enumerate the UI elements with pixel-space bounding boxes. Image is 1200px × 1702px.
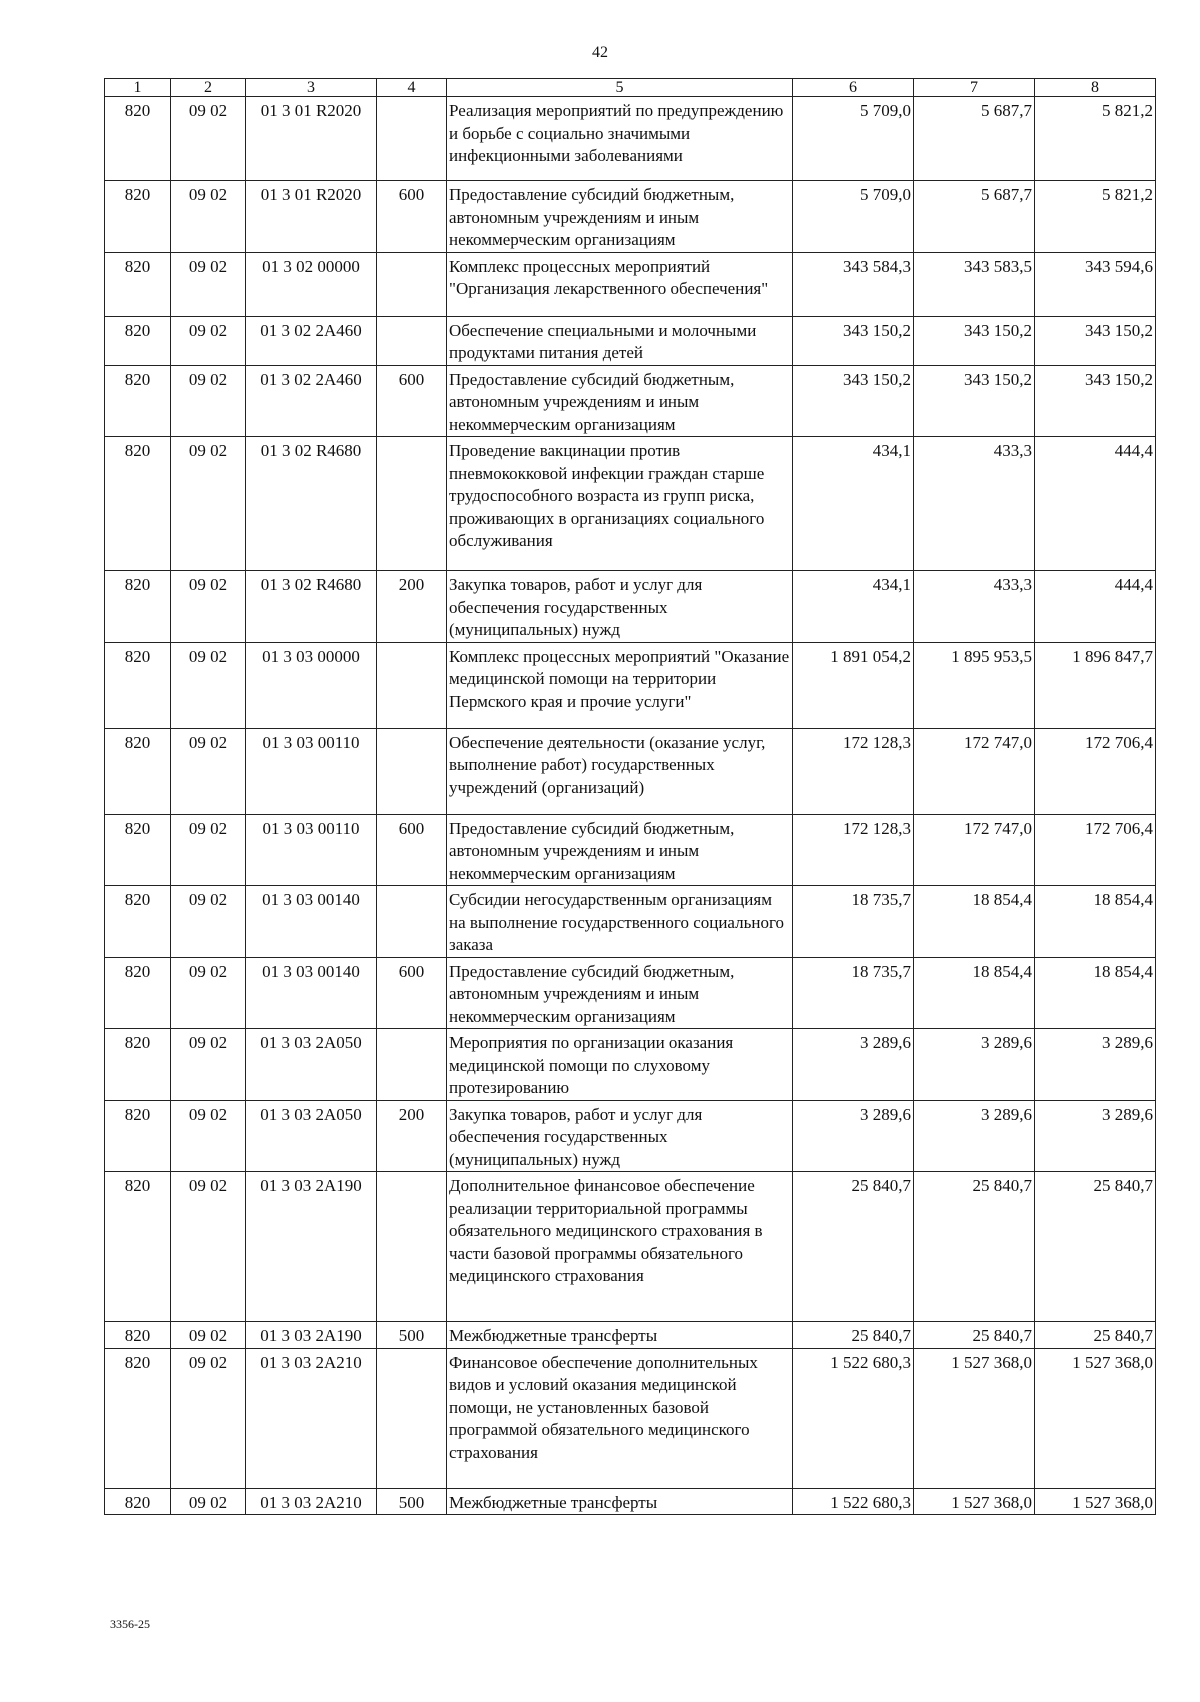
cell-section: 09 02 xyxy=(171,97,246,181)
table-row xyxy=(105,1100,1156,1172)
cell-admin-code: 820 xyxy=(105,1100,171,1172)
cell-amount-year-1: 1 522 680,3 xyxy=(793,1488,914,1515)
cell-admin-code: 820 xyxy=(105,97,171,181)
cell-target-article: 01 3 02 00000 xyxy=(246,252,377,316)
cell-description: Реализация мероприятий по предупреждению и борьбе с социально значимыми инфекционными заболеваниями xyxy=(447,97,793,181)
cell-description: Предоставление субсидий бюджетным, автономным учреждениям и иным некоммерческим организациям xyxy=(447,365,793,437)
cell-admin-code: 820 xyxy=(105,1029,171,1101)
column-header: 8 xyxy=(1035,79,1156,97)
cell-admin-code: 820 xyxy=(105,728,171,814)
cell-amount-year-3: 18 854,4 xyxy=(1035,886,1156,958)
cell-target-article: 01 3 02 R4680 xyxy=(246,571,377,643)
cell-expense-type: 600 xyxy=(377,814,447,886)
table-row xyxy=(105,957,1156,1029)
cell-amount-year-3: 5 821,2 xyxy=(1035,181,1156,253)
cell-description: Комплекс процессных мероприятий "Оказание медицинской помощи на территории Пермского края и прочие услуги" xyxy=(447,642,793,728)
column-header: 5 xyxy=(447,79,793,97)
cell-target-article: 01 3 03 00110 xyxy=(246,728,377,814)
cell-amount-year-1: 343 150,2 xyxy=(793,316,914,365)
cell-amount-year-1: 1 522 680,3 xyxy=(793,1348,914,1488)
cell-section: 09 02 xyxy=(171,437,246,571)
cell-amount-year-2: 172 747,0 xyxy=(914,728,1035,814)
cell-admin-code: 820 xyxy=(105,1172,171,1322)
cell-description: Предоставление субсидий бюджетным, автономным учреждениям и иным некоммерческим организациям xyxy=(447,957,793,1029)
cell-admin-code: 820 xyxy=(105,181,171,253)
cell-amount-year-3: 343 150,2 xyxy=(1035,365,1156,437)
cell-admin-code: 820 xyxy=(105,437,171,571)
cell-amount-year-2: 5 687,7 xyxy=(914,97,1035,181)
table-row xyxy=(105,571,1156,643)
cell-description: Предоставление субсидий бюджетным, автономным учреждениям и иным некоммерческим организациям xyxy=(447,181,793,253)
cell-amount-year-3: 3 289,6 xyxy=(1035,1100,1156,1172)
cell-description: Дополнительное финансовое обеспечение реализации территориальной программы обязательного медицинского страхования в части базовой программы обязательного медицинского страхования xyxy=(447,1172,793,1322)
cell-description: Обеспечение деятельности (оказание услуг, выполнение работ) государственных учреждений (организаций) xyxy=(447,728,793,814)
table-row xyxy=(105,252,1156,316)
cell-amount-year-1: 25 840,7 xyxy=(793,1172,914,1322)
cell-amount-year-2: 343 150,2 xyxy=(914,365,1035,437)
cell-target-article: 01 3 03 00140 xyxy=(246,957,377,1029)
cell-section: 09 02 xyxy=(171,181,246,253)
cell-amount-year-3: 3 289,6 xyxy=(1035,1029,1156,1101)
cell-section: 09 02 xyxy=(171,365,246,437)
cell-amount-year-2: 25 840,7 xyxy=(914,1172,1035,1322)
table-row xyxy=(105,1029,1156,1101)
cell-target-article: 01 3 03 00000 xyxy=(246,642,377,728)
table-row xyxy=(105,814,1156,886)
budget-table xyxy=(104,78,1156,1515)
cell-amount-year-3: 5 821,2 xyxy=(1035,97,1156,181)
cell-expense-type xyxy=(377,1172,447,1322)
cell-amount-year-1: 18 735,7 xyxy=(793,886,914,958)
cell-section: 09 02 xyxy=(171,316,246,365)
cell-expense-type xyxy=(377,1029,447,1101)
cell-target-article: 01 3 01 R2020 xyxy=(246,181,377,253)
cell-section: 09 02 xyxy=(171,571,246,643)
column-header: 3 xyxy=(246,79,377,97)
cell-admin-code: 820 xyxy=(105,1488,171,1515)
cell-amount-year-2: 343 150,2 xyxy=(914,316,1035,365)
cell-amount-year-2: 172 747,0 xyxy=(914,814,1035,886)
cell-target-article: 01 3 02 2А460 xyxy=(246,365,377,437)
cell-section: 09 02 xyxy=(171,1172,246,1322)
cell-target-article: 01 3 02 2А460 xyxy=(246,316,377,365)
cell-admin-code: 820 xyxy=(105,571,171,643)
cell-section: 09 02 xyxy=(171,728,246,814)
cell-amount-year-3: 172 706,4 xyxy=(1035,814,1156,886)
table-row xyxy=(105,642,1156,728)
cell-description: Комплекс процессных мероприятий "Организация лекарственного обеспечения" xyxy=(447,252,793,316)
cell-target-article: 01 3 03 2А210 xyxy=(246,1488,377,1515)
cell-section: 09 02 xyxy=(171,886,246,958)
cell-target-article: 01 3 03 2А050 xyxy=(246,1029,377,1101)
cell-description: Предоставление субсидий бюджетным, автономным учреждениям и иным некоммерческим организациям xyxy=(447,814,793,886)
table-row xyxy=(105,886,1156,958)
cell-target-article: 01 3 03 00110 xyxy=(246,814,377,886)
cell-description: Мероприятия по организации оказания медицинской помощи по слуховому протезированию xyxy=(447,1029,793,1101)
cell-amount-year-1: 1 891 054,2 xyxy=(793,642,914,728)
cell-expense-type xyxy=(377,728,447,814)
cell-section: 09 02 xyxy=(171,1322,246,1349)
cell-admin-code: 820 xyxy=(105,365,171,437)
cell-amount-year-1: 343 584,3 xyxy=(793,252,914,316)
table-row xyxy=(105,97,1156,181)
cell-target-article: 01 3 03 2А190 xyxy=(246,1322,377,1349)
cell-description: Проведение вакцинации против пневмококковой инфекции граждан старше трудоспособного возраста из групп риска, проживающих в организациях социального обслуживания xyxy=(447,437,793,571)
cell-amount-year-3: 18 854,4 xyxy=(1035,957,1156,1029)
table-row xyxy=(105,728,1156,814)
table-row xyxy=(105,1348,1156,1488)
cell-amount-year-1: 18 735,7 xyxy=(793,957,914,1029)
cell-amount-year-1: 25 840,7 xyxy=(793,1322,914,1349)
header-row xyxy=(105,79,1156,97)
cell-description: Финансовое обеспечение дополнительных видов и условий оказания медицинской помощи, не установленных базовой программой обязательного медицинского страхования xyxy=(447,1348,793,1488)
cell-amount-year-1: 434,1 xyxy=(793,437,914,571)
column-header: 4 xyxy=(377,79,447,97)
cell-target-article: 01 3 02 R4680 xyxy=(246,437,377,571)
cell-amount-year-3: 25 840,7 xyxy=(1035,1322,1156,1349)
cell-target-article: 01 3 03 2А050 xyxy=(246,1100,377,1172)
table-body xyxy=(105,97,1156,1515)
cell-amount-year-1: 5 709,0 xyxy=(793,97,914,181)
page-number: 42 xyxy=(592,44,608,61)
cell-expense-type: 200 xyxy=(377,1100,447,1172)
cell-target-article: 01 3 03 2А210 xyxy=(246,1348,377,1488)
cell-amount-year-2: 433,3 xyxy=(914,571,1035,643)
cell-section: 09 02 xyxy=(171,1029,246,1101)
cell-expense-type xyxy=(377,437,447,571)
cell-description: Межбюджетные трансферты xyxy=(447,1488,793,1515)
cell-expense-type xyxy=(377,886,447,958)
cell-admin-code: 820 xyxy=(105,957,171,1029)
cell-section: 09 02 xyxy=(171,252,246,316)
table-row xyxy=(105,365,1156,437)
cell-amount-year-3: 1 527 368,0 xyxy=(1035,1348,1156,1488)
cell-amount-year-1: 172 128,3 xyxy=(793,814,914,886)
cell-amount-year-2: 5 687,7 xyxy=(914,181,1035,253)
cell-description: Обеспечение специальными и молочными продуктами питания детей xyxy=(447,316,793,365)
cell-section: 09 02 xyxy=(171,814,246,886)
cell-section: 09 02 xyxy=(171,642,246,728)
table-row xyxy=(105,1172,1156,1322)
table-row xyxy=(105,1488,1156,1515)
cell-description: Закупка товаров, работ и услуг для обеспечения государственных (муниципальных) нужд xyxy=(447,1100,793,1172)
cell-expense-type: 500 xyxy=(377,1322,447,1349)
cell-expense-type: 500 xyxy=(377,1488,447,1515)
cell-amount-year-1: 3 289,6 xyxy=(793,1029,914,1101)
cell-amount-year-1: 3 289,6 xyxy=(793,1100,914,1172)
cell-expense-type: 600 xyxy=(377,181,447,253)
cell-target-article: 01 3 01 R2020 xyxy=(246,97,377,181)
cell-expense-type xyxy=(377,97,447,181)
cell-amount-year-3: 444,4 xyxy=(1035,437,1156,571)
cell-amount-year-1: 5 709,0 xyxy=(793,181,914,253)
cell-amount-year-2: 343 583,5 xyxy=(914,252,1035,316)
cell-section: 09 02 xyxy=(171,1100,246,1172)
cell-amount-year-3: 25 840,7 xyxy=(1035,1172,1156,1322)
table-row xyxy=(105,437,1156,571)
cell-amount-year-2: 1 527 368,0 xyxy=(914,1348,1035,1488)
cell-amount-year-2: 1 895 953,5 xyxy=(914,642,1035,728)
cell-section: 09 02 xyxy=(171,957,246,1029)
cell-amount-year-1: 172 128,3 xyxy=(793,728,914,814)
cell-expense-type: 600 xyxy=(377,957,447,1029)
cell-description: Субсидии негосударственным организациям на выполнение государственного социального заказа xyxy=(447,886,793,958)
column-header: 6 xyxy=(793,79,914,97)
cell-amount-year-2: 3 289,6 xyxy=(914,1029,1035,1101)
cell-amount-year-2: 3 289,6 xyxy=(914,1100,1035,1172)
cell-amount-year-1: 343 150,2 xyxy=(793,365,914,437)
cell-amount-year-3: 1 896 847,7 xyxy=(1035,642,1156,728)
table-row xyxy=(105,181,1156,253)
cell-admin-code: 820 xyxy=(105,814,171,886)
cell-expense-type: 600 xyxy=(377,365,447,437)
cell-amount-year-3: 343 594,6 xyxy=(1035,252,1156,316)
cell-admin-code: 820 xyxy=(105,316,171,365)
cell-expense-type xyxy=(377,252,447,316)
cell-amount-year-3: 444,4 xyxy=(1035,571,1156,643)
cell-expense-type xyxy=(377,316,447,365)
cell-amount-year-3: 343 150,2 xyxy=(1035,316,1156,365)
cell-description: Межбюджетные трансферты xyxy=(447,1322,793,1349)
column-header: 2 xyxy=(171,79,246,97)
column-header: 1 xyxy=(105,79,171,97)
cell-amount-year-2: 18 854,4 xyxy=(914,957,1035,1029)
cell-amount-year-2: 433,3 xyxy=(914,437,1035,571)
table-row xyxy=(105,1322,1156,1349)
cell-admin-code: 820 xyxy=(105,1322,171,1349)
cell-target-article: 01 3 03 2А190 xyxy=(246,1172,377,1322)
cell-amount-year-2: 18 854,4 xyxy=(914,886,1035,958)
cell-section: 09 02 xyxy=(171,1488,246,1515)
cell-expense-type xyxy=(377,1348,447,1488)
cell-amount-year-2: 1 527 368,0 xyxy=(914,1488,1035,1515)
cell-description: Закупка товаров, работ и услуг для обеспечения государственных (муниципальных) нужд xyxy=(447,571,793,643)
cell-amount-year-2: 25 840,7 xyxy=(914,1322,1035,1349)
cell-admin-code: 820 xyxy=(105,252,171,316)
cell-admin-code: 820 xyxy=(105,886,171,958)
cell-expense-type xyxy=(377,642,447,728)
cell-expense-type: 200 xyxy=(377,571,447,643)
column-header: 7 xyxy=(914,79,1035,97)
cell-amount-year-3: 172 706,4 xyxy=(1035,728,1156,814)
cell-admin-code: 820 xyxy=(105,642,171,728)
cell-amount-year-1: 434,1 xyxy=(793,571,914,643)
cell-amount-year-3: 1 527 368,0 xyxy=(1035,1488,1156,1515)
cell-section: 09 02 xyxy=(171,1348,246,1488)
table-row xyxy=(105,316,1156,365)
cell-admin-code: 820 xyxy=(105,1348,171,1488)
cell-target-article: 01 3 03 00140 xyxy=(246,886,377,958)
document-code: 3356-25 xyxy=(110,1617,150,1631)
